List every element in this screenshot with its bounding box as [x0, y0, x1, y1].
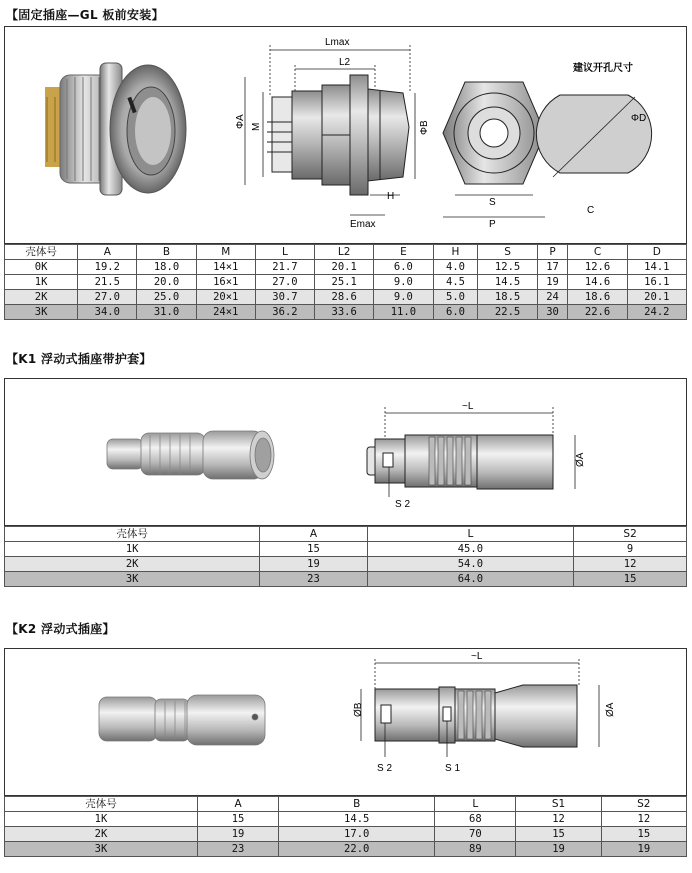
k2-side-view	[375, 685, 577, 747]
label-phi-b: ΦB	[419, 120, 430, 135]
col-header: D	[627, 245, 686, 260]
gl-side-view	[267, 75, 409, 195]
table-row	[5, 812, 687, 827]
table-cell: 45.0	[367, 542, 574, 557]
table-cell: 22.0	[279, 842, 435, 857]
label-c: C	[587, 205, 595, 216]
section-title-k2: 【K2 浮动式插座】	[6, 622, 115, 636]
label-l: ~L	[471, 651, 483, 662]
label-l2: L2	[339, 57, 351, 68]
table-cell: 34.0	[78, 305, 137, 320]
table-cell: 12.5	[478, 260, 537, 275]
table-cell: 3K	[5, 572, 260, 587]
table-cell: 9.0	[374, 275, 433, 290]
table-cell: 19	[537, 275, 568, 290]
table-cell: 1K	[5, 275, 78, 290]
table-cell: 23	[198, 842, 279, 857]
label-s1: S 1	[445, 763, 461, 774]
table-cell: 25.0	[137, 290, 196, 305]
col-header: S2	[601, 797, 686, 812]
table-cell: 6.0	[374, 260, 433, 275]
label-m: M	[251, 122, 262, 131]
col-header: L	[255, 245, 314, 260]
col-header: H	[433, 245, 478, 260]
gl-spec-table	[4, 244, 687, 320]
table-cell: 16×1	[196, 275, 255, 290]
table-cell: 33.6	[315, 305, 374, 320]
table-cell: 14.1	[627, 260, 686, 275]
table-row	[5, 290, 687, 305]
label-emax: Emax	[350, 219, 376, 230]
label-phi-a: ΦA	[235, 114, 246, 129]
table-cell: 21.5	[78, 275, 137, 290]
table-cell: 14.5	[478, 275, 537, 290]
table-cell: 2K	[5, 557, 260, 572]
table-header	[5, 527, 687, 542]
table-cell: 20.1	[315, 260, 374, 275]
k1-drawing	[5, 379, 686, 525]
col-header: E	[374, 245, 433, 260]
table-cell: 9.0	[374, 290, 433, 305]
table-cell: 3K	[5, 842, 198, 857]
table-cell: 15	[516, 827, 601, 842]
table-cell: 12	[601, 812, 686, 827]
table-cell: 24×1	[196, 305, 255, 320]
label-lmax: Lmax	[325, 37, 350, 48]
col-header: A	[198, 797, 279, 812]
col-header: 壳体号	[5, 245, 78, 260]
table-cell: 36.2	[255, 305, 314, 320]
table-header	[5, 245, 687, 260]
col-header: A	[78, 245, 137, 260]
table-cell: 64.0	[367, 572, 574, 587]
table-cell: 27.0	[78, 290, 137, 305]
table-header	[5, 797, 687, 812]
table-cell: 2K	[5, 290, 78, 305]
table-row	[5, 842, 687, 857]
label-p: P	[489, 219, 496, 230]
table-cell: 14×1	[196, 260, 255, 275]
table-cell: 15	[198, 812, 279, 827]
table-cell: 11.0	[374, 305, 433, 320]
table-cell: 20.1	[627, 290, 686, 305]
table-cell: 14.6	[568, 275, 627, 290]
table-cell: 22.6	[568, 305, 627, 320]
col-header: P	[537, 245, 568, 260]
table-cell: 18.0	[137, 260, 196, 275]
gl-hole-view	[536, 95, 651, 177]
section-title-gl: 【固定插座—GL 板前安装】	[6, 8, 164, 22]
table-cell: 4.5	[433, 275, 478, 290]
label-s: S	[489, 197, 496, 208]
gl-product-photo	[45, 63, 186, 195]
table-row	[5, 305, 687, 320]
col-header: B	[137, 245, 196, 260]
table-cell: 1K	[5, 542, 260, 557]
table-cell: 70	[435, 827, 516, 842]
table-cell: 17	[537, 260, 568, 275]
table-cell: 2K	[5, 827, 198, 842]
table-cell: 1K	[5, 812, 198, 827]
table-cell: 30	[537, 305, 568, 320]
table-cell: 20×1	[196, 290, 255, 305]
table-cell: 18.6	[568, 290, 627, 305]
table-cell: 17.0	[279, 827, 435, 842]
col-header: S	[478, 245, 537, 260]
table-cell: 19	[516, 842, 601, 857]
label-phi-a: ØA	[605, 702, 616, 717]
col-header: S1	[516, 797, 601, 812]
table-row	[5, 557, 687, 572]
label-phi-b: ØB	[353, 702, 364, 717]
label-phi-a: ØA	[575, 452, 586, 467]
label-hole: 建议开孔尺寸	[573, 63, 633, 74]
table-cell: 24.2	[627, 305, 686, 320]
col-header: L2	[315, 245, 374, 260]
table-cell: 23	[260, 572, 367, 587]
k1-figure-panel	[4, 378, 687, 526]
table-cell: 20.0	[137, 275, 196, 290]
label-l: ~L	[462, 401, 474, 412]
k2-spec-table	[4, 796, 687, 857]
table-cell: 19.2	[78, 260, 137, 275]
table-cell: 28.6	[315, 290, 374, 305]
k1-side-view	[367, 435, 553, 489]
table-row	[5, 827, 687, 842]
table-cell: 3K	[5, 305, 78, 320]
table-row	[5, 572, 687, 587]
table-cell: 15	[574, 572, 687, 587]
col-header: 壳体号	[5, 797, 198, 812]
label-phi-d: ΦD	[631, 113, 647, 124]
table-row	[5, 275, 687, 290]
table-cell: 30.7	[255, 290, 314, 305]
table-cell: 18.5	[478, 290, 537, 305]
table-cell: 15	[260, 542, 367, 557]
k2-drawing	[5, 649, 686, 795]
table-cell: 6.0	[433, 305, 478, 320]
table-cell: 22.5	[478, 305, 537, 320]
table-cell: 4.0	[433, 260, 478, 275]
table-cell: 21.7	[255, 260, 314, 275]
table-cell: 12	[574, 557, 687, 572]
table-cell: 14.5	[279, 812, 435, 827]
table-cell: 25.1	[315, 275, 374, 290]
table-row	[5, 542, 687, 557]
table-cell: 12.6	[568, 260, 627, 275]
table-cell: 0K	[5, 260, 78, 275]
gl-figure-panel	[4, 26, 687, 244]
table-cell: 9	[574, 542, 687, 557]
table-cell: 54.0	[367, 557, 574, 572]
col-header: L	[367, 527, 574, 542]
table-cell: 68	[435, 812, 516, 827]
section-title-k1: 【K1 浮动式插座带护套】	[6, 352, 152, 366]
table-cell: 31.0	[137, 305, 196, 320]
table-cell: 15	[601, 827, 686, 842]
label-s2: S 2	[377, 763, 393, 774]
col-header: B	[279, 797, 435, 812]
k1-product-photo	[107, 431, 274, 479]
table-cell: 27.0	[255, 275, 314, 290]
table-row	[5, 260, 687, 275]
table-cell: 5.0	[433, 290, 478, 305]
table-cell: 12	[516, 812, 601, 827]
gl-drawing	[5, 27, 686, 243]
k2-product-photo	[99, 695, 265, 745]
table-cell: 24	[537, 290, 568, 305]
table-cell: 16.1	[627, 275, 686, 290]
label-h: H	[387, 191, 395, 202]
k2-figure-panel	[4, 648, 687, 796]
table-cell: 19	[260, 557, 367, 572]
col-header: S2	[574, 527, 687, 542]
col-header: M	[196, 245, 255, 260]
label-s2: S 2	[395, 499, 411, 510]
table-cell: 19	[601, 842, 686, 857]
table-cell: 19	[198, 827, 279, 842]
k1-spec-table	[4, 526, 687, 587]
table-cell: 89	[435, 842, 516, 857]
col-header: 壳体号	[5, 527, 260, 542]
col-header: A	[260, 527, 367, 542]
col-header: C	[568, 245, 627, 260]
col-header: L	[435, 797, 516, 812]
